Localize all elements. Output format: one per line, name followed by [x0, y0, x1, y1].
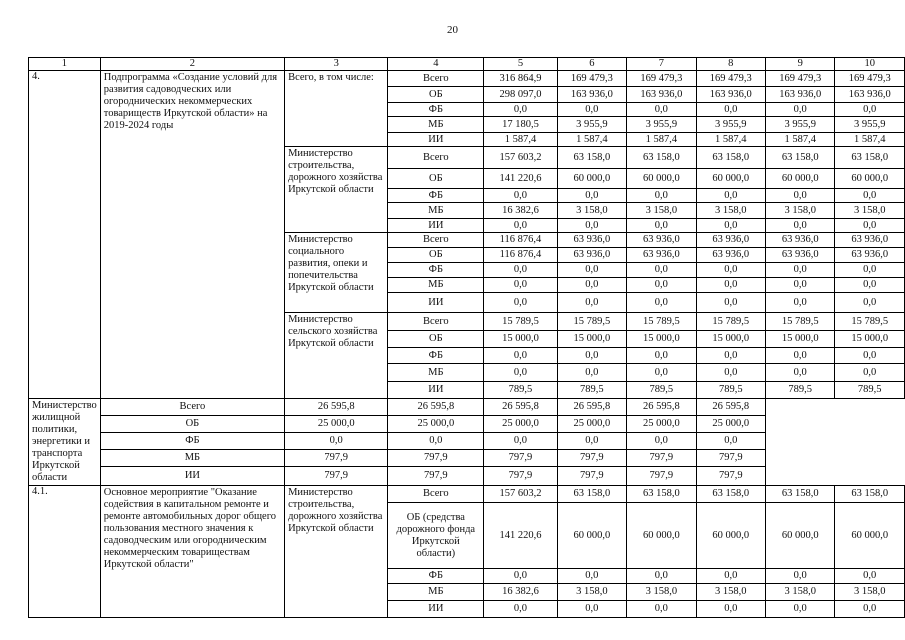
amount-cell: 0,0 [627, 219, 696, 233]
funding-source-cell: ОБ [388, 169, 484, 189]
amount-cell: 15 789,5 [696, 313, 765, 331]
amount-cell: 0,0 [557, 219, 626, 233]
amount-cell: 15 000,0 [696, 331, 765, 348]
amount-cell: 3 158,0 [557, 584, 626, 601]
amount-cell: 0,0 [627, 189, 696, 203]
amount-cell: 15 000,0 [557, 331, 626, 348]
amount-cell: 0,0 [388, 433, 484, 450]
amount-cell: 0,0 [484, 569, 557, 584]
amount-cell: 0,0 [835, 364, 905, 382]
amount-cell: 0,0 [696, 348, 765, 364]
amount-cell: 15 000,0 [835, 331, 905, 348]
header-cell: 4 [388, 58, 484, 71]
funding-source-cell: ОБ [388, 87, 484, 103]
amount-cell: 0,0 [696, 364, 765, 382]
amount-cell: 0,0 [484, 278, 557, 293]
amount-cell: 3 955,9 [557, 117, 626, 133]
amount-cell: 797,9 [557, 450, 626, 467]
amount-cell: 157 603,2 [484, 486, 557, 503]
amount-cell: 60 000,0 [696, 503, 765, 569]
amount-cell: 0,0 [835, 601, 905, 618]
amount-cell: 0,0 [835, 263, 905, 278]
amount-cell: 797,9 [557, 467, 626, 486]
amount-cell: 16 382,6 [484, 203, 557, 219]
amount-cell: 0,0 [484, 364, 557, 382]
amount-cell: 0,0 [835, 189, 905, 203]
funding-source-cell: ИИ [388, 219, 484, 233]
table-row [29, 399, 905, 416]
amount-cell: 63 936,0 [835, 233, 905, 248]
amount-cell: 169 479,3 [557, 71, 626, 87]
amount-cell: 797,9 [388, 450, 484, 467]
amount-cell: 0,0 [627, 348, 696, 364]
executor-cell: Министерство строительства, дорожного хозяйства Иркутской области [285, 147, 388, 233]
amount-cell: 0,0 [557, 263, 626, 278]
amount-cell: 0,0 [766, 293, 835, 313]
amount-cell: 63 936,0 [696, 233, 765, 248]
executor-cell: Министерство строительства, дорожного хозяйства Иркутской области [285, 486, 388, 618]
amount-cell: 3 158,0 [627, 203, 696, 219]
amount-cell: 26 595,8 [388, 399, 484, 416]
amount-cell: 0,0 [766, 189, 835, 203]
amount-cell: 0,0 [484, 348, 557, 364]
amount-cell: 789,5 [835, 382, 905, 399]
amount-cell: 15 000,0 [766, 331, 835, 348]
amount-cell: 0,0 [557, 569, 626, 584]
amount-cell: 789,5 [627, 382, 696, 399]
funding-source-cell: ИИ [388, 382, 484, 399]
amount-cell: 797,9 [388, 467, 484, 486]
amount-cell: 0,0 [557, 103, 626, 117]
amount-cell: 0,0 [696, 433, 765, 450]
amount-cell: 797,9 [627, 450, 696, 467]
amount-cell: 0,0 [627, 433, 696, 450]
amount-cell: 63 936,0 [766, 248, 835, 263]
funding-source-cell: Всего [388, 71, 484, 87]
amount-cell: 0,0 [835, 293, 905, 313]
funding-source-cell: МБ [388, 117, 484, 133]
amount-cell: 15 789,5 [557, 313, 626, 331]
funding-source-cell: Всего [388, 147, 484, 169]
amount-cell: 0,0 [766, 219, 835, 233]
funding-source-cell: ИИ [388, 293, 484, 313]
funding-source-cell: ФБ [388, 189, 484, 203]
amount-cell: 169 479,3 [835, 71, 905, 87]
amount-cell: 26 595,8 [557, 399, 626, 416]
funding-source-cell: Всего [388, 313, 484, 331]
amount-cell: 3 955,9 [766, 117, 835, 133]
budget-table [28, 57, 905, 618]
amount-cell: 797,9 [696, 450, 765, 467]
amount-cell: 1 587,4 [835, 133, 905, 147]
header-row [29, 58, 905, 71]
amount-cell: 0,0 [696, 278, 765, 293]
executor-cell: Министерство жилищной политики, энергетики и транспорта Иркутской области [29, 399, 101, 486]
amount-cell: 25 000,0 [627, 416, 696, 433]
amount-cell: 25 000,0 [557, 416, 626, 433]
amount-cell: 0,0 [484, 433, 557, 450]
amount-cell: 3 955,9 [835, 117, 905, 133]
amount-cell: 0,0 [557, 364, 626, 382]
amount-cell: 116 876,4 [484, 248, 557, 263]
amount-cell: 63 158,0 [557, 147, 626, 169]
header-cell: 7 [627, 58, 696, 71]
funding-source-cell: МБ [388, 278, 484, 293]
executor-cell: Всего, в том числе: [285, 71, 388, 147]
funding-source-cell: ФБ [388, 103, 484, 117]
amount-cell: 1 587,4 [696, 133, 765, 147]
amount-cell: 63 158,0 [557, 486, 626, 503]
header-cell: 8 [696, 58, 765, 71]
amount-cell: 15 000,0 [627, 331, 696, 348]
funding-source-cell: ОБ [388, 331, 484, 348]
amount-cell: 163 936,0 [696, 87, 765, 103]
amount-cell: 163 936,0 [557, 87, 626, 103]
amount-cell: 26 595,8 [285, 399, 388, 416]
amount-cell: 3 158,0 [696, 203, 765, 219]
header-cell: 2 [100, 58, 284, 71]
amount-cell: 0,0 [766, 103, 835, 117]
header-cell: 1 [29, 58, 101, 71]
amount-cell: 789,5 [696, 382, 765, 399]
amount-cell: 0,0 [835, 103, 905, 117]
amount-cell: 0,0 [766, 364, 835, 382]
amount-cell: 63 158,0 [835, 147, 905, 169]
amount-cell: 0,0 [696, 103, 765, 117]
amount-cell: 1 587,4 [627, 133, 696, 147]
amount-cell: 789,5 [766, 382, 835, 399]
amount-cell: 0,0 [835, 219, 905, 233]
amount-cell: 0,0 [696, 219, 765, 233]
amount-cell: 0,0 [627, 278, 696, 293]
amount-cell: 0,0 [696, 189, 765, 203]
amount-cell: 63 158,0 [696, 147, 765, 169]
amount-cell: 0,0 [484, 103, 557, 117]
amount-cell: 60 000,0 [766, 169, 835, 189]
amount-cell: 3 158,0 [766, 203, 835, 219]
table-row [29, 416, 905, 433]
amount-cell: 0,0 [696, 263, 765, 278]
amount-cell: 1 587,4 [557, 133, 626, 147]
table-row [29, 71, 905, 87]
amount-cell: 169 479,3 [627, 71, 696, 87]
amount-cell: 163 936,0 [766, 87, 835, 103]
amount-cell: 15 789,5 [484, 313, 557, 331]
amount-cell: 60 000,0 [627, 169, 696, 189]
header-cell: 9 [766, 58, 835, 71]
amount-cell: 169 479,3 [696, 71, 765, 87]
funding-source-cell: ИИ [388, 133, 484, 147]
amount-cell: 0,0 [766, 348, 835, 364]
table-row [29, 450, 905, 467]
amount-cell: 0,0 [696, 601, 765, 618]
amount-cell: 0,0 [557, 348, 626, 364]
amount-cell: 15 789,5 [766, 313, 835, 331]
amount-cell: 17 180,5 [484, 117, 557, 133]
amount-cell: 116 876,4 [484, 233, 557, 248]
amount-cell: 26 595,8 [696, 399, 765, 416]
amount-cell: 0,0 [766, 601, 835, 618]
amount-cell: 0,0 [835, 348, 905, 364]
amount-cell: 797,9 [696, 467, 765, 486]
amount-cell: 157 603,2 [484, 147, 557, 169]
amount-cell: 0,0 [557, 293, 626, 313]
amount-cell: 26 595,8 [484, 399, 557, 416]
amount-cell: 169 479,3 [766, 71, 835, 87]
table-row [29, 486, 905, 503]
amount-cell: 0,0 [835, 278, 905, 293]
amount-cell: 0,0 [557, 189, 626, 203]
amount-cell: 0,0 [627, 601, 696, 618]
funding-source-cell: ИИ [388, 601, 484, 618]
funding-source-cell: МБ [388, 364, 484, 382]
amount-cell: 141 220,6 [484, 503, 557, 569]
amount-cell: 0,0 [696, 293, 765, 313]
amount-cell: 63 936,0 [557, 248, 626, 263]
amount-cell: 797,9 [285, 467, 388, 486]
amount-cell: 0,0 [627, 293, 696, 313]
amount-cell: 0,0 [484, 293, 557, 313]
amount-cell: 797,9 [484, 450, 557, 467]
amount-cell: 141 220,6 [484, 169, 557, 189]
funding-source-cell: ИИ [100, 467, 284, 486]
amount-cell: 316 864,9 [484, 71, 557, 87]
amount-cell: 16 382,6 [484, 584, 557, 601]
amount-cell: 163 936,0 [835, 87, 905, 103]
amount-cell: 298 097,0 [484, 87, 557, 103]
amount-cell: 63 158,0 [627, 147, 696, 169]
page-number: 20 [447, 24, 458, 36]
amount-cell: 0,0 [766, 263, 835, 278]
amount-cell: 1 587,4 [766, 133, 835, 147]
amount-cell: 25 000,0 [696, 416, 765, 433]
program-name-cell: Подпрограмма «Создание условий для развития садоводческих или огороднических некоммерческих товариществ Иркутской области» на 2019-2024 годы [100, 71, 284, 399]
amount-cell: 3 158,0 [627, 584, 696, 601]
amount-cell: 60 000,0 [557, 503, 626, 569]
funding-source-cell: ФБ [388, 569, 484, 584]
funding-source-cell: Всего [100, 399, 284, 416]
amount-cell: 0,0 [766, 569, 835, 584]
amount-cell: 3 955,9 [627, 117, 696, 133]
amount-cell: 3 158,0 [766, 584, 835, 601]
amount-cell: 63 158,0 [766, 486, 835, 503]
funding-source-cell: ФБ [388, 348, 484, 364]
amount-cell: 25 000,0 [388, 416, 484, 433]
amount-cell: 0,0 [285, 433, 388, 450]
amount-cell: 797,9 [627, 467, 696, 486]
amount-cell: 0,0 [557, 601, 626, 618]
funding-source-cell: МБ [388, 203, 484, 219]
amount-cell: 63 936,0 [557, 233, 626, 248]
amount-cell: 26 595,8 [627, 399, 696, 416]
amount-cell: 0,0 [484, 189, 557, 203]
header-cell: 5 [484, 58, 557, 71]
header-cell: 6 [557, 58, 626, 71]
amount-cell: 63 158,0 [696, 486, 765, 503]
amount-cell: 0,0 [835, 569, 905, 584]
amount-cell: 60 000,0 [835, 169, 905, 189]
amount-cell: 60 000,0 [766, 503, 835, 569]
amount-cell: 60 000,0 [835, 503, 905, 569]
amount-cell: 60 000,0 [627, 503, 696, 569]
amount-cell: 0,0 [484, 601, 557, 618]
header-cell: 3 [285, 58, 388, 71]
amount-cell: 25 000,0 [285, 416, 388, 433]
row-number-cell: 4. [29, 71, 101, 399]
funding-source-cell: ФБ [100, 433, 284, 450]
amount-cell: 797,9 [484, 467, 557, 486]
amount-cell: 0,0 [484, 219, 557, 233]
executor-cell: Министерство социального развития, опеки и попечительства Иркутской области [285, 233, 388, 313]
amount-cell: 1 587,4 [484, 133, 557, 147]
amount-cell: 63 158,0 [627, 486, 696, 503]
program-name-cell: Основное мероприятие "Оказание содействия в капитальном ремонте и ремонте автомобильных дорог общего пользования местного значения к садоводческим или огородническим некоммерческим товариществам Иркутской области" [100, 486, 284, 618]
amount-cell: 25 000,0 [484, 416, 557, 433]
table-row [29, 433, 905, 450]
amount-cell: 0,0 [627, 569, 696, 584]
amount-cell: 0,0 [766, 278, 835, 293]
amount-cell: 63 936,0 [627, 248, 696, 263]
amount-cell: 15 789,5 [835, 313, 905, 331]
amount-cell: 60 000,0 [696, 169, 765, 189]
amount-cell: 15 000,0 [484, 331, 557, 348]
amount-cell: 789,5 [484, 382, 557, 399]
amount-cell: 63 936,0 [627, 233, 696, 248]
amount-cell: 3 158,0 [696, 584, 765, 601]
funding-source-cell: ОБ [100, 416, 284, 433]
funding-source-cell: Всего [388, 233, 484, 248]
amount-cell: 0,0 [696, 569, 765, 584]
table-row [29, 467, 905, 486]
funding-source-cell: ОБ (средства дорожного фонда Иркутской области) [388, 503, 484, 569]
amount-cell: 63 936,0 [766, 233, 835, 248]
amount-cell: 3 158,0 [835, 584, 905, 601]
funding-source-cell: Всего [388, 486, 484, 503]
executor-cell: Министерство сельского хозяйства Иркутской области [285, 313, 388, 399]
amount-cell: 797,9 [285, 450, 388, 467]
row-number-cell: 4.1. [29, 486, 101, 618]
amount-cell: 0,0 [484, 263, 557, 278]
amount-cell: 0,0 [627, 263, 696, 278]
amount-cell: 3 158,0 [835, 203, 905, 219]
header-cell: 10 [835, 58, 905, 71]
amount-cell: 0,0 [627, 103, 696, 117]
amount-cell: 63 158,0 [835, 486, 905, 503]
amount-cell: 3 158,0 [557, 203, 626, 219]
amount-cell: 63 936,0 [835, 248, 905, 263]
funding-source-cell: ОБ [388, 248, 484, 263]
amount-cell: 163 936,0 [627, 87, 696, 103]
amount-cell: 3 955,9 [696, 117, 765, 133]
amount-cell: 789,5 [557, 382, 626, 399]
amount-cell: 0,0 [557, 433, 626, 450]
amount-cell: 63 158,0 [766, 147, 835, 169]
amount-cell: 60 000,0 [557, 169, 626, 189]
funding-source-cell: МБ [100, 450, 284, 467]
amount-cell: 0,0 [557, 278, 626, 293]
amount-cell: 63 936,0 [696, 248, 765, 263]
funding-source-cell: ФБ [388, 263, 484, 278]
funding-source-cell: МБ [388, 584, 484, 601]
amount-cell: 15 789,5 [627, 313, 696, 331]
amount-cell: 0,0 [627, 364, 696, 382]
